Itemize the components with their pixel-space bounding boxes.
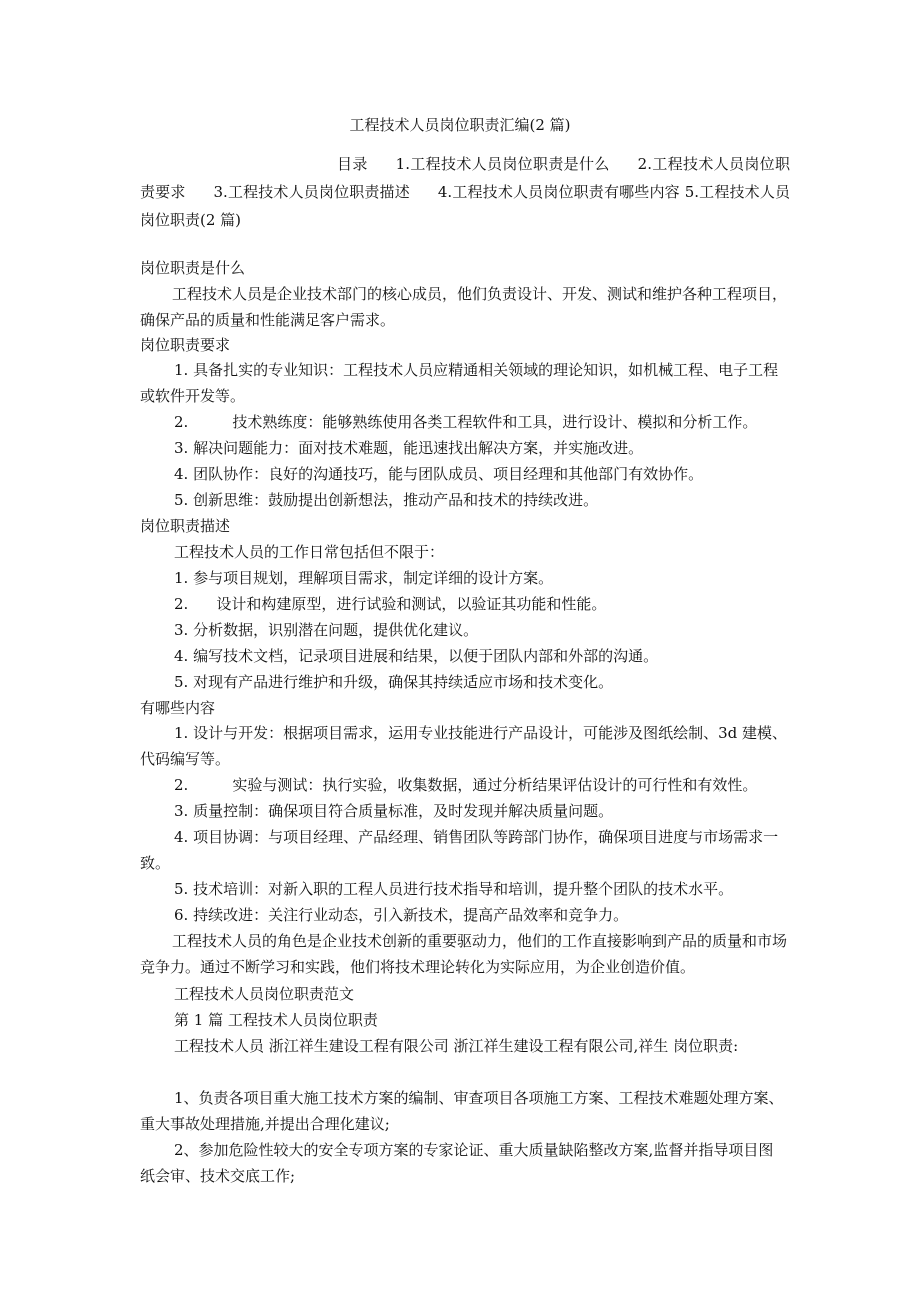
list-item: 4. 编写技术文档，记录项目进展和结果，以便于团队内部和外部的沟通。 [174,647,659,665]
section-body: 工程技术人员是企业技术部门的核心成员，他们负责设计、开发、测试和维护各种工程项目，确保产品的质量和性能满足客户需求。 [140,285,788,329]
list-item: 5. 创新思维：鼓励提出创新想法，推动产品和技术的持续改进。 [174,491,599,509]
section-heading: 有哪些内容 [140,699,216,717]
list-item: 3. 质量控制：确保项目符合质量标准，及时发现并解决质量问题。 [174,802,614,820]
list-item [174,411,757,432]
toc-item[interactable]: 5.工程技术人员岗位职责(2 篇) [140,183,790,229]
list-item: 1. 具备扎实的专业知识：工程技术人员应精通相关领域的理论知识，如机械工程、电子工程或软件开发等。 [140,361,779,405]
list-item: 6. 持续改进：关注行业动态，引入新技术，提高产品效率和竞争力。 [174,906,629,924]
toc-item[interactable]: 1.工程技术人员岗位职责是什么 [395,155,610,173]
toc-item[interactable]: 3.工程技术人员岗位职责描述 [213,183,410,201]
section-heading: 岗位职责是什么 [140,259,246,277]
list-item: 1、负责各项目重大施工技术方案的编制、审查项目各项施工方案、工程技术难题处理方案、重大事故处理措施,并提出合理化建议; [140,1089,784,1133]
list-number: 2. [174,776,189,794]
list-item: 4. 项目协调：与项目经理、产品经理、销售团队等跨部门协作，确保项目进度与市场需求一致。 [140,828,779,872]
table-of-contents [140,150,790,234]
list-item: 5. 对现有产品进行维护和升级，确保其持续适应市场和技术变化。 [174,673,614,691]
article-subtitle: 第 1 篇 工程技术人员岗位职责 [174,1011,378,1029]
section-intro: 工程技术人员的工作日常包括但不限于： [174,543,445,561]
list-item [174,774,757,795]
list-item: 4. 团队协作：良好的沟通技巧，能与团队成员、项目经理和其他部门有效协作。 [174,465,704,483]
list-item: 5. 技术培训：对新入职的工程人员进行技术指导和培训，提升整个团队的技术水平。 [174,880,734,898]
list-text: 技术熟练度：能够熟练使用各类工程软件和工具，进行设计、模拟和分析工作。 [232,413,758,431]
list-item: 3. 分析数据，识别潜在问题，提供优化建议。 [174,621,479,639]
article-meta: 工程技术人员 浙江祥生建设工程有限公司 浙江祥生建设工程有限公司,祥生 岗位职责: [174,1037,739,1055]
toc-item[interactable]: 4.工程技术人员岗位职责有哪些内容 [437,183,680,201]
list-text: 设计和构建原型，进行试验和测试，以验证其功能和性能。 [216,595,607,613]
section-heading: 岗位职责要求 [140,336,231,354]
section-summary: 工程技术人员的角色是企业技术创新的重要驱动力，他们的工作直接影响到产品的质量和市场竞争力。通过不断学习和实践，他们将技术理论转化为实际应用，为企业创造价值。 [140,932,788,976]
toc-label: 目录 [337,155,368,173]
section-heading: 岗位职责描述 [140,517,231,535]
list-item [174,593,606,614]
list-item: 3. 解决问题能力：面对技术难题，能迅速找出解决方案，并实施改进。 [174,439,644,457]
list-item: 1. 参与项目规划，理解项目需求，制定详细的设计方案。 [174,569,554,587]
document-title: 工程技术人员岗位职责汇编(2 篇) [349,116,571,134]
list-text: 实验与测试：执行实验，收集数据，通过分析结果评估设计的可行性和有效性。 [232,776,758,794]
toc-item[interactable]: 2.工程技术人员岗位职责要求 [140,155,790,201]
list-number: 2. [174,413,189,431]
section-heading: 工程技术人员岗位职责范文 [174,985,355,1003]
list-item: 1. 设计与开发：根据项目需求，运用专业技能进行产品设计，可能涉及图纸绘制、3d 建模、代码编写等。 [140,724,787,768]
list-number: 2. [174,595,189,613]
list-item: 2、参加危险性较大的安全专项方案的专家论证、重大质量缺陷整改方案,监督并指导项目图纸会审、技术交底工作; [140,1141,774,1185]
